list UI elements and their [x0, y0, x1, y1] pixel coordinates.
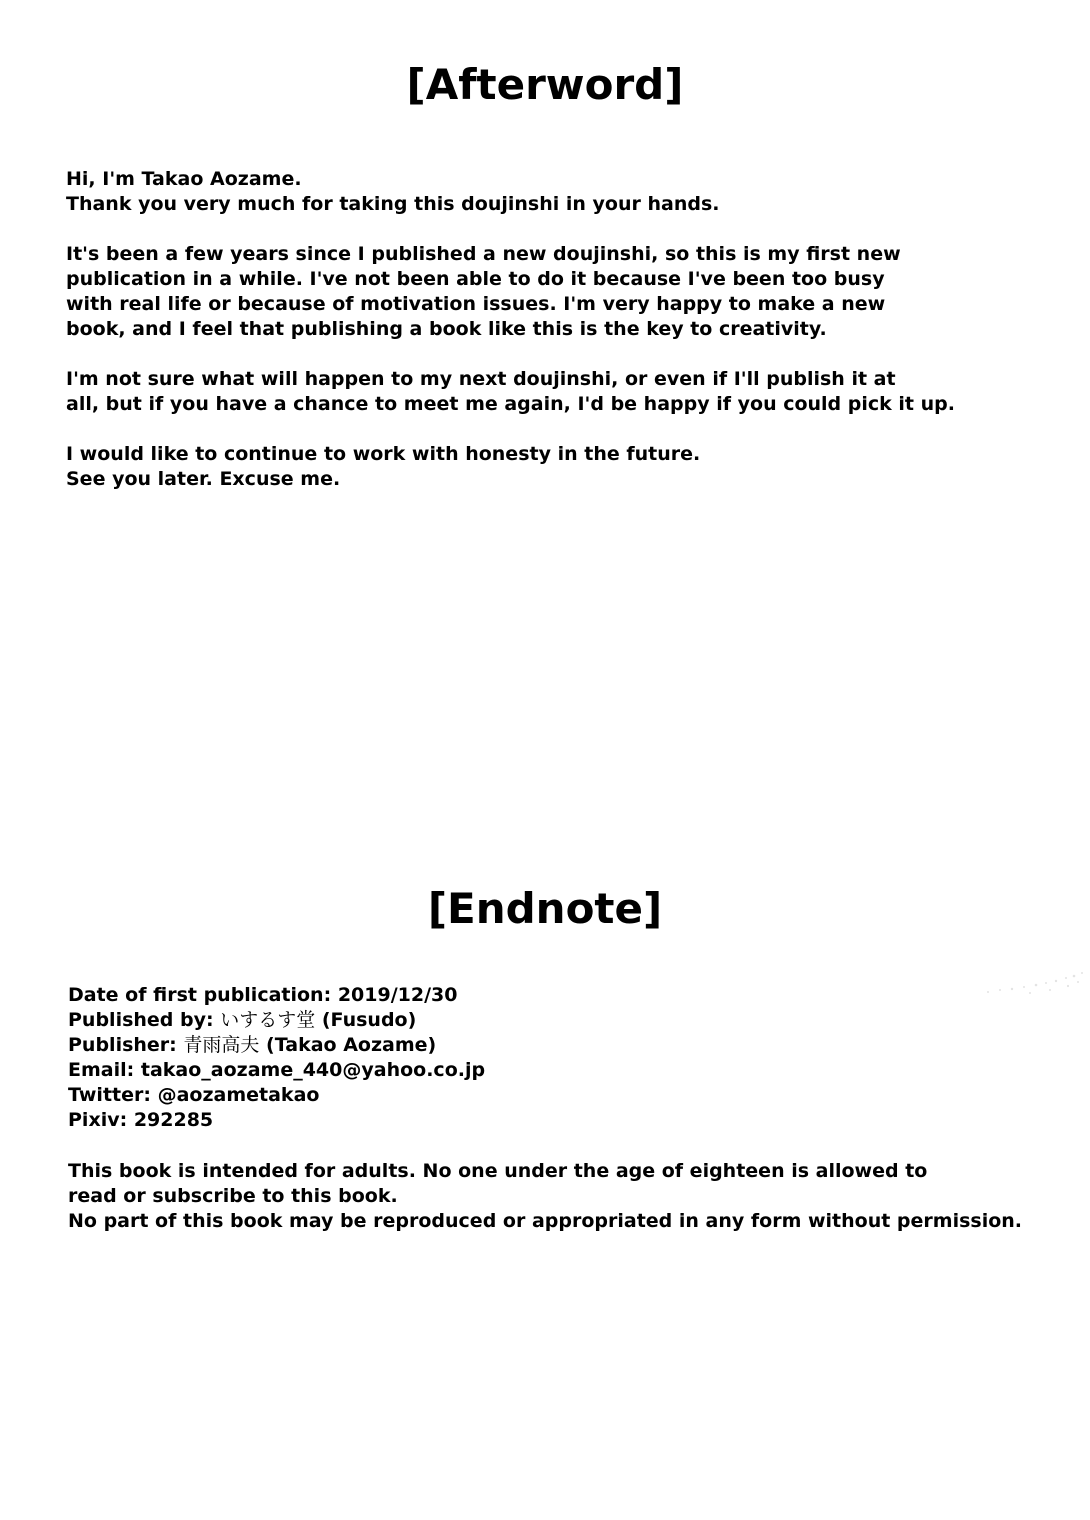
publisher-jp: 青雨高夫	[183, 1034, 260, 1056]
publication-date-label: Date of first publication:	[68, 984, 332, 1006]
publication-date-value: 2019/12/30	[337, 984, 458, 1006]
published-by-en: (Fusudo)	[321, 1009, 417, 1031]
publisher-label: Publisher:	[68, 1034, 177, 1056]
afterword-line: I would like to continue to work with honesty in the future.	[66, 443, 701, 465]
pixiv-id: 292285	[133, 1109, 214, 1131]
afterword-line: all, but if you have a chance to meet me again, I'd be happy if you could pick it up.	[66, 393, 955, 415]
twitter-row	[68, 1083, 485, 1108]
email-value: takao_aozame_440@yahoo.co.jp	[140, 1059, 486, 1081]
twitter-handle: @aozametakao	[157, 1084, 320, 1106]
paragraph-gap	[66, 417, 955, 442]
paragraph-gap	[66, 342, 955, 367]
publisher-en: (Takao Aozame)	[266, 1034, 437, 1056]
afterword-line: publication in a while. I've not been able to do it because I've been too busy	[66, 268, 885, 290]
legal-line: No part of this book may be reproduced or appropriated in any form without permission.	[68, 1210, 1023, 1232]
afterword-line: See you later. Excuse me.	[66, 468, 341, 490]
afterword-line: Hi, I'm Takao Aozame.	[66, 168, 302, 190]
endnote-title: [Endnote]	[427, 884, 663, 933]
twitter-label: Twitter:	[68, 1084, 151, 1106]
paragraph-gap	[66, 217, 955, 242]
afterword-title: [Afterword]	[406, 60, 684, 109]
afterword-line: book, and I feel that publishing a book like this is the key to creativity.	[66, 318, 827, 340]
afterword-line: It's been a few years since I published a new doujinshi, so this is my first new	[66, 243, 901, 265]
scan-smudge-decoration	[978, 968, 1086, 1000]
published-by-jp: いするす堂	[220, 1009, 316, 1031]
afterword-line: with real life or because of motivation issues. I'm very happy to make a new	[66, 293, 886, 315]
email-label: Email:	[68, 1059, 135, 1081]
pixiv-label: Pixiv:	[68, 1109, 128, 1131]
publication-date-row	[68, 983, 485, 1008]
afterword-line: Thank you very much for taking this doujinshi in your hands.	[66, 193, 720, 215]
published-by-label: Published by:	[68, 1009, 214, 1031]
afterword-line: I'm not sure what will happen to my next doujinshi, or even if I'll publish it at	[66, 368, 896, 390]
legal-notice	[68, 1159, 1022, 1234]
legal-line: read or subscribe to this book.	[68, 1185, 398, 1207]
legal-line: This book is intended for adults. No one under the age of eighteen is allowed to	[68, 1160, 928, 1182]
email-row	[68, 1058, 485, 1083]
published-by-row	[68, 1008, 485, 1033]
publication-info	[68, 983, 485, 1133]
publisher-row	[68, 1033, 485, 1058]
afterword-body	[66, 167, 955, 492]
pixiv-row	[68, 1108, 485, 1133]
